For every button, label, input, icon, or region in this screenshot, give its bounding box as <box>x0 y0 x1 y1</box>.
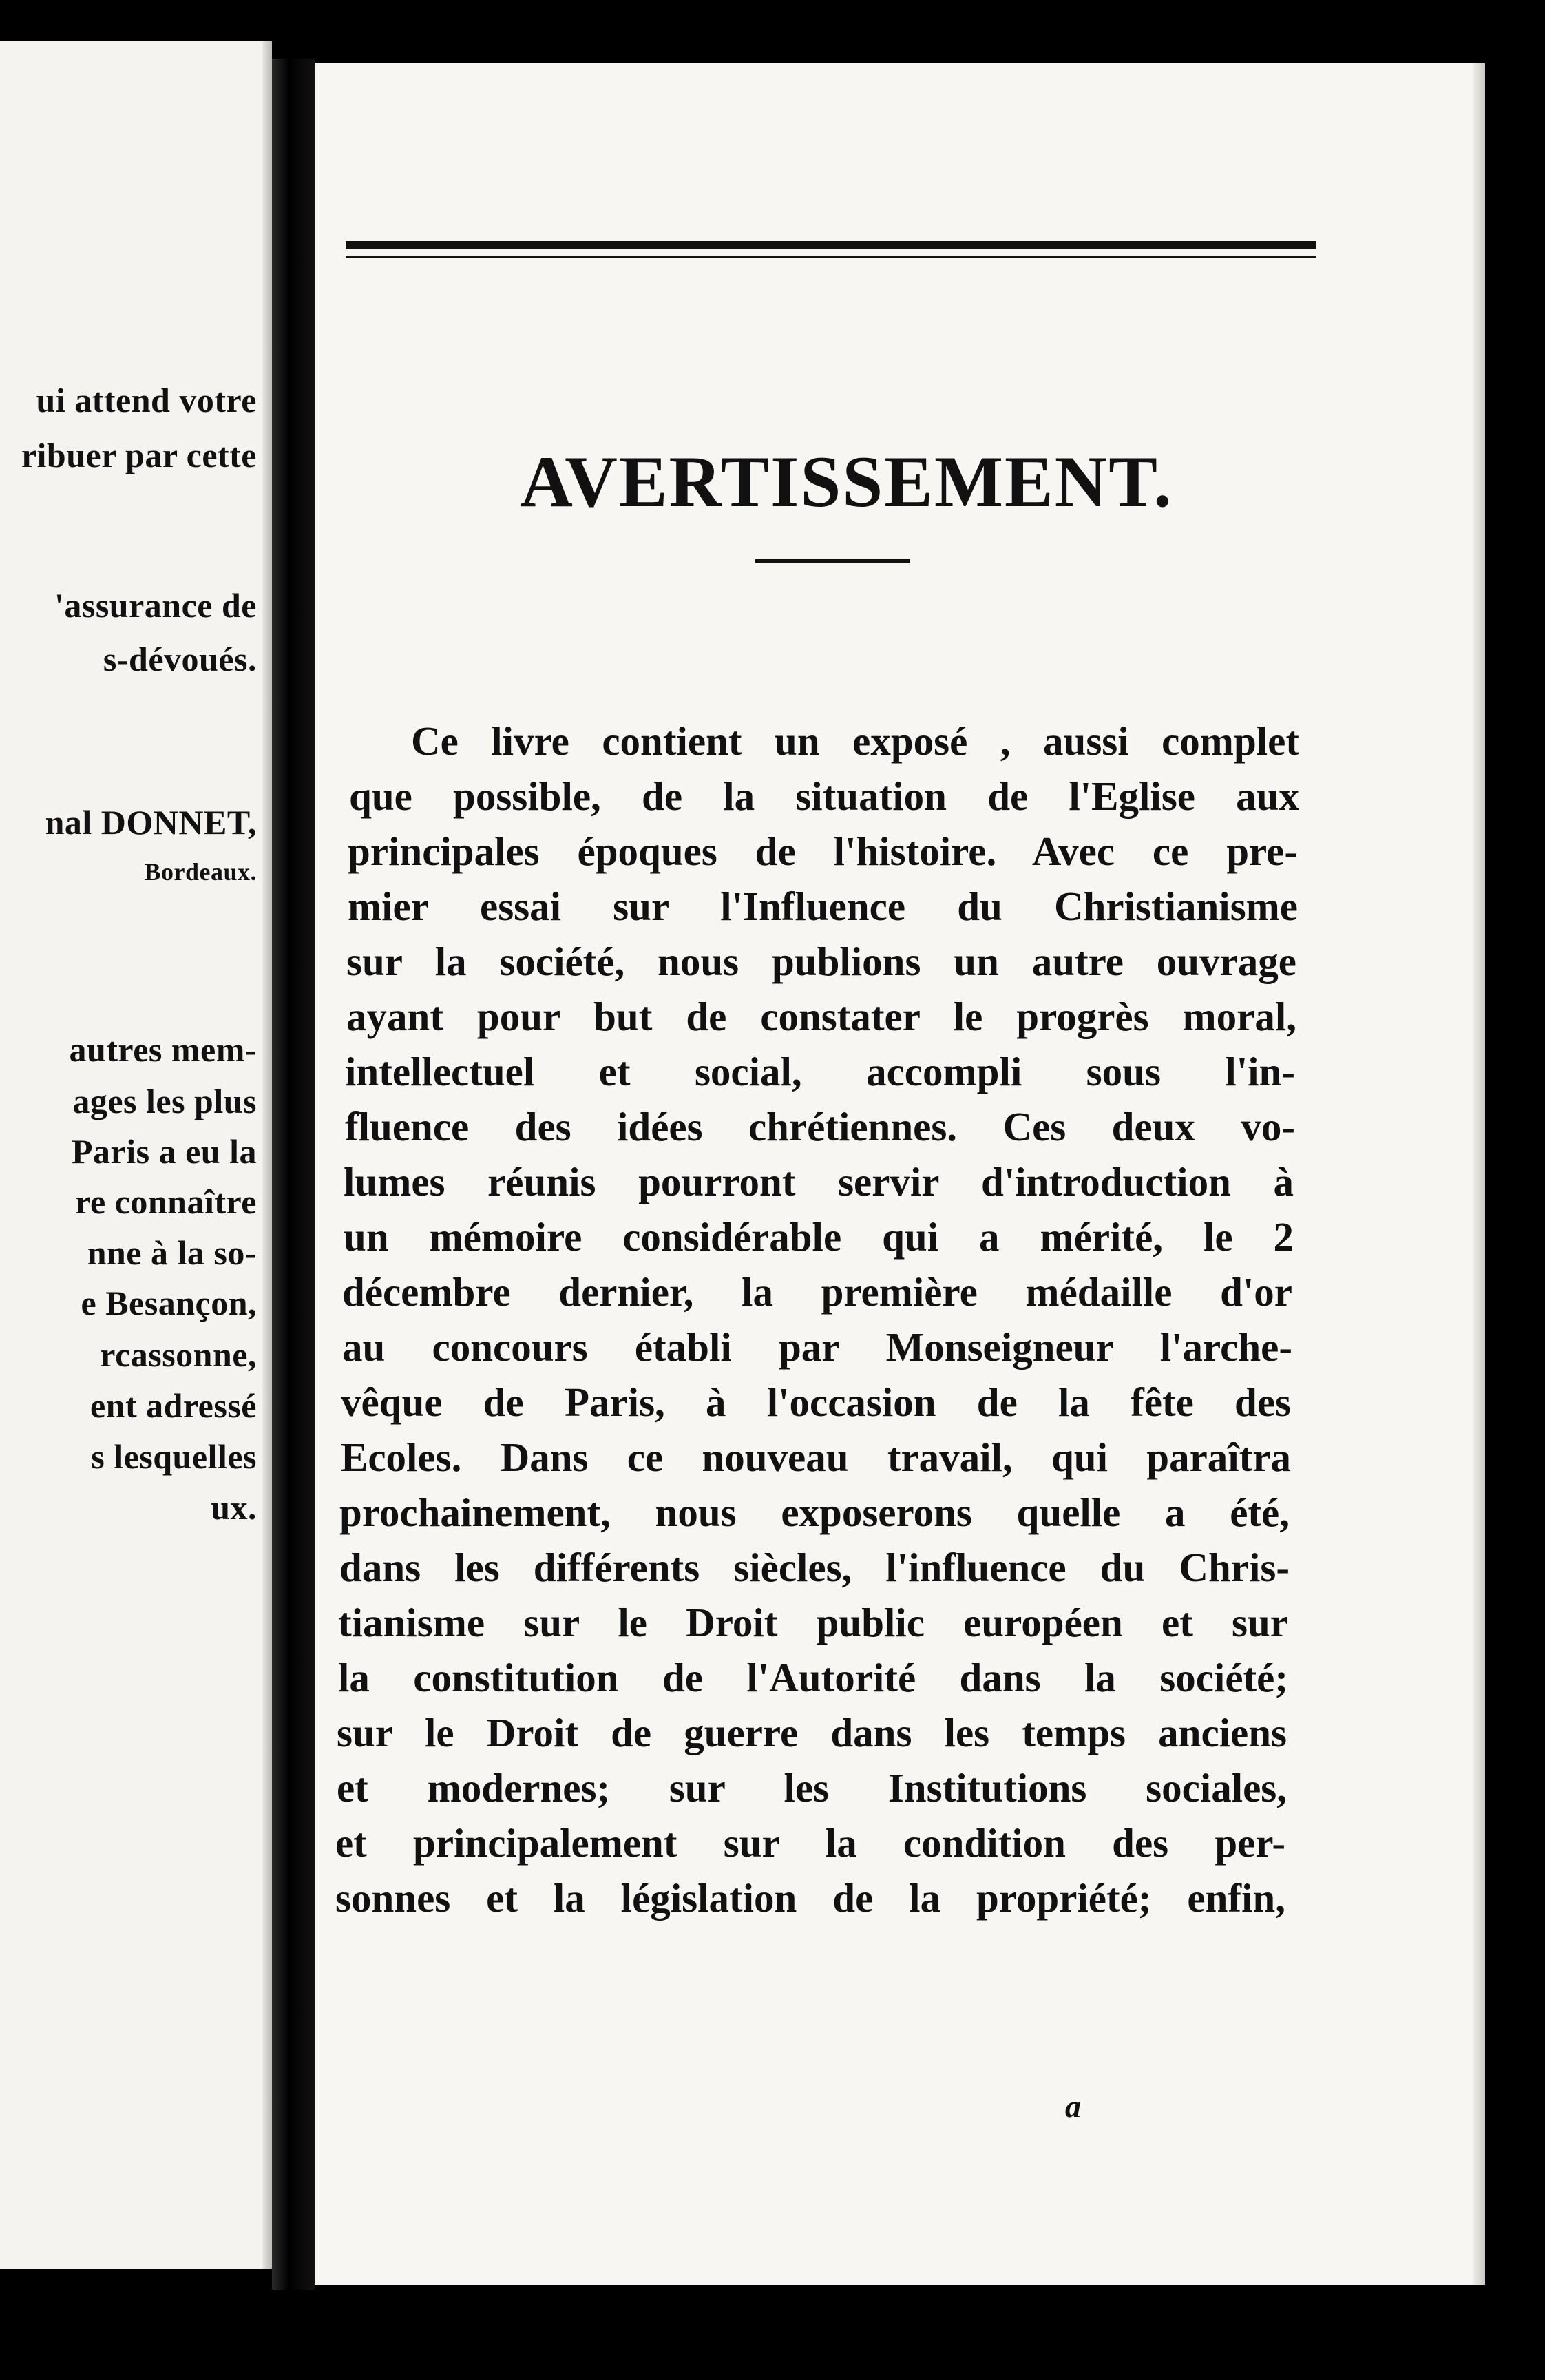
text-line: dans les différents siècles, l'influence du Chris- <box>339 1545 1290 1590</box>
main-page <box>315 63 1485 2285</box>
text-line: tianisme sur le Droit public européen et sur <box>338 1600 1288 1645</box>
left-page-line: autres mem- <box>69 1030 257 1069</box>
left-page-line: ui attend votre <box>36 381 257 419</box>
text-line: ayant pour but de constater le progrès moral, <box>346 994 1296 1039</box>
text-line: sonnes et la législation de la propriété; enfin, <box>335 1875 1285 1921</box>
left-page-fragment <box>0 41 272 2269</box>
text-line: vêque de Paris, à l'occasion de la fête des <box>341 1379 1291 1425</box>
left-page-line: Paris a eu la <box>72 1132 257 1171</box>
left-page-line: re connaître <box>75 1182 257 1221</box>
text-line: intellectuel et social, accompli sous l'in- <box>345 1049 1295 1094</box>
page-edge-shadow <box>1473 63 1485 2285</box>
page-fold-shadow <box>262 41 272 2269</box>
text-line: que possible, de la situation de l'Eglise aux <box>349 773 1299 819</box>
text-line: principales époques de l'histoire. Avec ce pre- <box>348 828 1298 874</box>
text-line: sur la société, nous publions un autre ouvrage <box>346 939 1296 984</box>
left-page-line: e Besançon, <box>81 1284 257 1322</box>
text-line: sur le Droit de guerre dans les temps anciens <box>337 1710 1287 1755</box>
left-page-line: ages les plus <box>72 1082 257 1120</box>
left-page-line: nne à la so- <box>87 1233 257 1272</box>
text-line: lumes réunis pourront servir d'introduction à <box>344 1159 1294 1204</box>
left-page-line: 'assurance de <box>54 586 257 625</box>
text-line: et principalement sur la condition des per- <box>335 1820 1285 1866</box>
left-page-line: ribuer par cette <box>21 436 257 474</box>
left-page-line: nal DONNET, <box>45 803 257 842</box>
text-line: et modernes; sur les Institutions sociales, <box>337 1765 1287 1810</box>
left-page-line: rcassonne, <box>100 1335 257 1374</box>
text-line: décembre dernier, la première médaille d'or <box>342 1269 1292 1315</box>
text-line: au concours établi par Monseigneur l'arche- <box>342 1324 1292 1370</box>
left-page-line: Bordeaux. <box>144 858 257 886</box>
text-line: la constitution de l'Autorité dans la société; <box>338 1655 1288 1700</box>
text-line: mier essai sur l'Influence du Christianisme <box>348 884 1298 929</box>
body-text <box>315 63 1485 2285</box>
book-gutter <box>272 59 315 2290</box>
text-line: fluence des idées chrétiennes. Ces deux vo- <box>345 1104 1295 1149</box>
left-page-line: s-dévoués. <box>103 640 257 678</box>
left-page-line: ent adressé <box>90 1386 257 1425</box>
text-line: Ce livre contient un exposé , aussi complet <box>411 718 1299 764</box>
signature-mark: a <box>1065 2089 1081 2124</box>
left-page-line: ux. <box>211 1488 257 1527</box>
left-page-line: s lesquelles <box>91 1437 257 1476</box>
text-line: un mémoire considérable qui a mérité, le 2 <box>344 1214 1294 1260</box>
page-title: AVERTISSEMENT. <box>520 441 1173 522</box>
text-line: prochainement, nous exposerons quelle a été, <box>339 1490 1290 1535</box>
text-line: Ecoles. Dans ce nouveau travail, qui paraîtra <box>341 1434 1291 1480</box>
